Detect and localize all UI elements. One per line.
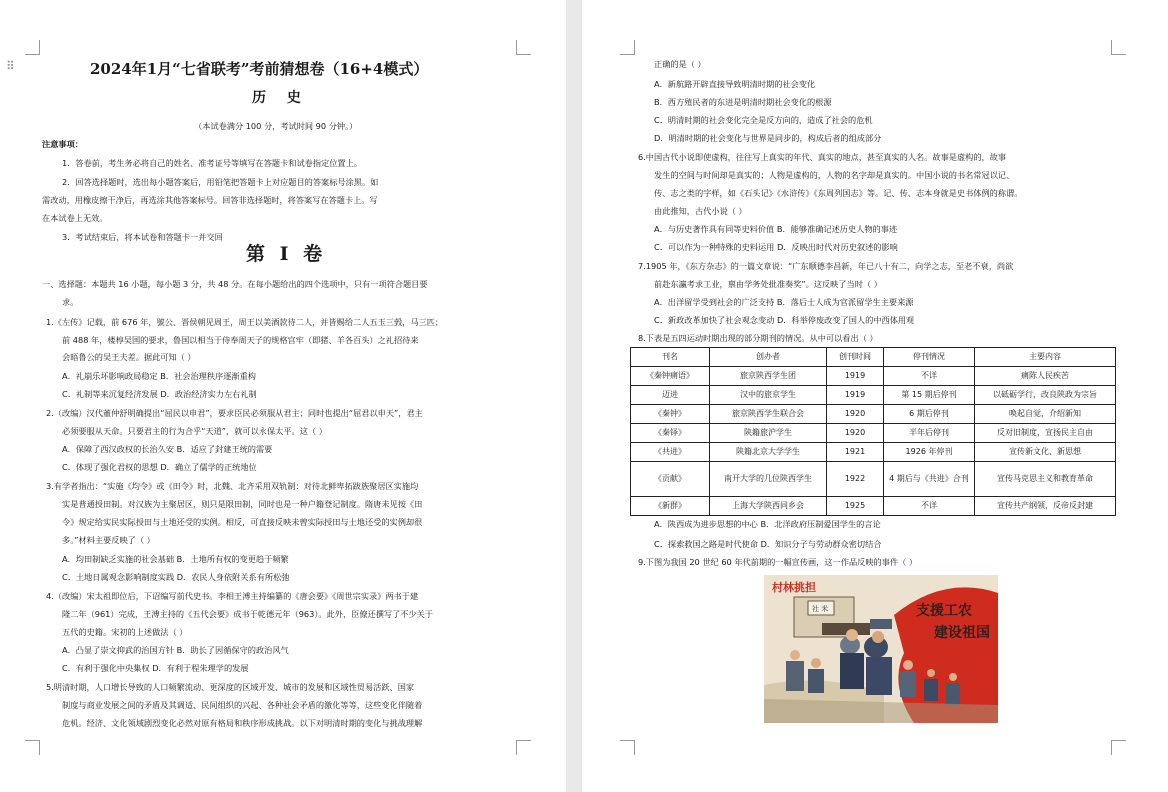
option-line: D．明清时期的社会变化与世界是同步的，构成后者的组成部分 xyxy=(654,133,882,143)
option-line: A．出洋留学受到社会的广泛支持 B．落后士人成为官派留学生主要来源 xyxy=(654,297,914,307)
table-cell: 1922 xyxy=(827,462,884,497)
question-line: 令》规定给实民实际授田与土地还受的实例。相反，可直接反映未曾实际授田与土地还受的实例却很 xyxy=(62,517,423,527)
table-cell: 宣传新文化、新思想 xyxy=(975,443,1116,462)
exam-title: 2024年1月“七省联考”考前猜想卷（16+4模式） xyxy=(90,60,429,78)
table-header-cell: 停刊情况 xyxy=(884,348,975,367)
poster-banner-text-1: 支援工农 xyxy=(916,603,972,619)
table-row xyxy=(631,405,1116,424)
periodicals-table xyxy=(630,347,1116,516)
question-line: 发生的空间与时间却是真实的；人物是虚构的，人物的名字却是真实的。中国小说的书名常冠以记、 xyxy=(654,170,1015,180)
note-line: 1．答卷前，考生务必将自己的姓名、准考证号等填写在答题卡和试卷指定位置上。 xyxy=(62,158,362,168)
table-cell: 1919 xyxy=(827,386,884,405)
question-line: 前赴东瀛考求工业，禀由学务处批准奏奖”。这反映了当时（ ） xyxy=(654,279,882,289)
option-line: A．凸显了崇文抑武的治国方针 B．助长了因循保守的政治风气 xyxy=(62,645,289,655)
table-cell: 4 期后与《共进》合刊 xyxy=(884,462,975,497)
table-row xyxy=(631,497,1116,516)
crop-mark xyxy=(620,740,635,755)
poster-banner-text-2: 建设祖国 xyxy=(934,625,990,641)
option-line: C．新政改革加快了社会观念变动 D．科举停废改变了国人的中西体用观 xyxy=(654,315,915,325)
notes-heading: 注意事项： xyxy=(42,139,83,149)
question-line: 3.有学者指出：“实施《均令》或《田令》时，北魏、北齐采用双轨制：对待北鲜卑拓跋族聚居区实施均 xyxy=(46,481,419,491)
table-cell: 旅京陕西学生团 xyxy=(710,367,827,386)
table-cell: 《秦铎》 xyxy=(631,424,710,443)
question-line: 8.下表是五四运动时期出现的部分期刊的情况。从中可以看出（ ） xyxy=(638,333,878,343)
option-line: A．礼崩乐坏影响政局稳定 B．社会治理秩序逐渐重构 xyxy=(62,371,256,381)
option-line: C．明清时期的社会变化完全是反方向的，造成了社会的危机 xyxy=(654,115,873,125)
question-line: 必须要服从天命。只要君主的行为合乎“天道”，就可以永保太平。这（ ） xyxy=(62,426,327,436)
note-line: 在本试卷上无效。 xyxy=(42,213,108,223)
crop-mark xyxy=(620,40,635,55)
poster-sign-text: 社 米 xyxy=(812,605,829,613)
section-intro: 一、选择题：本题共 16 小题，每小题 3 分，共 48 分。在每小题给出的四个选项中，只有一项符合题目要 xyxy=(42,279,428,289)
option-line: A．保障了西汉政权的长治久安 B．适应了封建王统的需要 xyxy=(62,444,273,454)
table-header-cell: 主要内容 xyxy=(975,348,1116,367)
table-header-cell: 创办者 xyxy=(710,348,827,367)
question-line: 9.下图为我国 20 世纪 60 年代前期的一幅宣传画，这一作品反映的事件（ ） xyxy=(638,557,918,567)
question-line: 1.《左传》记载，前 676 年，號公、晋侯朝见周王，周王以美酒款待二人，并皆赐给二人五玉三瑴，马三匹； xyxy=(46,317,444,327)
table-cell: 不详 xyxy=(884,367,975,386)
note-line: 2．回答选择题时，选出每小题答案后，用铅笔把答题卡上对应题目的答案标号涂黑。如 xyxy=(62,177,379,187)
table-cell: 1919 xyxy=(827,367,884,386)
question-line: 由此推知，古代小说（ ） xyxy=(654,206,747,216)
drag-handle-icon[interactable]: ⠿ xyxy=(6,59,14,73)
table-cell: 1920 xyxy=(827,405,884,424)
table-cell: 汉中的旅京学生 xyxy=(710,386,827,405)
crop-mark xyxy=(1111,740,1126,755)
table-header-cell: 刊名 xyxy=(631,348,710,367)
table-cell: 《秦钟痛语》 xyxy=(631,367,710,386)
table-cell: 宣传马克思主义和教育革命 xyxy=(975,462,1116,497)
option-line: A．均田制缺乏实施的社会基础 B．土地所有权的变更趋于频繁 xyxy=(62,554,289,564)
table-cell: 迈进 xyxy=(631,386,710,405)
question-line: 6.中国古代小说即使虚构，往往写上真实的年代、真实的地点，甚至真实的人名。故事是虚构的，故事 xyxy=(638,152,1007,162)
crop-mark xyxy=(516,40,531,55)
table-cell: 上海大学陕西同乡会 xyxy=(710,497,827,516)
document-page-right xyxy=(582,0,1168,792)
table-cell: 半年后停刊 xyxy=(884,424,975,443)
table-row xyxy=(631,443,1116,462)
option-line: A．与历史著作具有同等史料价值 B．能够准确记述历史人物的事迹 xyxy=(654,224,898,234)
option-line: A．新航路开辟直接导致明清时期的社会变化 xyxy=(654,79,816,89)
crop-mark xyxy=(25,40,40,55)
subject-heading: 历 史 xyxy=(252,90,309,106)
table-cell: 1920 xyxy=(827,424,884,443)
option-line: C．礼制等来沉复经济发展 D．政治经济实力左右礼制 xyxy=(62,389,257,399)
note-line: 需改动，用橡皮擦干净后，再选涂其他答案标号。回答非选择题时，将答案写在答题卡上。写 xyxy=(42,195,378,205)
score-line: （本试卷满分 100 分，考试时间 90 分钟。） xyxy=(194,121,358,131)
question-line: 实是普通授田制。对汉族为主聚居区，则只是限田制，同时也是一种户籍登记制度。隋唐未见按《田 xyxy=(62,499,423,509)
crop-mark xyxy=(516,740,531,755)
table-cell: 《新群》 xyxy=(631,497,710,516)
document-page-left xyxy=(0,0,566,792)
question-line: 制度与商业发展之间的矛盾及其调适、民间组织的兴起、各种社会矛盾的激化等等，这些变化伴随着 xyxy=(62,700,423,710)
crop-mark xyxy=(25,740,40,755)
option-line: C．有利于强化中央集权 D．有利于程朱理学的发展 xyxy=(62,663,249,673)
section-intro: 求。 xyxy=(62,297,79,307)
table-header-cell: 创刊时间 xyxy=(827,348,884,367)
question-line: 多。”材料主要反映了（ ） xyxy=(62,535,155,545)
table-cell: 陕籍北京大学学生 xyxy=(710,443,827,462)
question-line: 2.（改编）汉代董仲舒明确提出“屈民以申君”，要求臣民必须服从君主；同时也提出“屈君以申天”，君主 xyxy=(46,408,423,418)
question-line: 五代的史籍。宋初的上述做法（ ） xyxy=(62,627,188,637)
table-cell: 以砥砺学行，改良陕政为宗旨 xyxy=(975,386,1116,405)
option-line: A．陕西成为进步思想的中心 B．北洋政府压制爱国学生的言论 xyxy=(654,519,881,529)
table-cell: 旅京陕西学生联合会 xyxy=(710,405,827,424)
table-row xyxy=(631,386,1116,405)
option-line: C．可以作为一种特殊的史料运用 D．反映出时代对历史叙述的影响 xyxy=(654,242,898,252)
question-line: 传、志之类的字样，如《石头记》《水浒传》《东周列国志》等。记、传、志本身就是史书体例的称谓。 xyxy=(654,188,1023,198)
table-cell: 《秦钟》 xyxy=(631,405,710,424)
table-cell: 宣传共产纲领，反帝反封建 xyxy=(975,497,1116,516)
section-title: 第 I 卷 xyxy=(246,243,327,265)
question-line: 7.1905 年，《东方杂志》的一篇文章说：“广东顺德李昌新，年已八十有二，向学之志，至老不衰，尚欲 xyxy=(638,261,1014,271)
table-row xyxy=(631,424,1116,443)
table-cell: 第 15 期后停刊 xyxy=(884,386,975,405)
table-row xyxy=(631,367,1116,386)
table-cell: 不详 xyxy=(884,497,975,516)
table-header-row xyxy=(631,348,1116,367)
question-line: 前 488 年，楼椁吴国的要求，鲁国以相当于侍奉周天子的规格宫牢（即猪、羊各百头）之礼招待来 xyxy=(62,335,419,345)
table-cell: 南开大学的几位陕西学生 xyxy=(710,462,827,497)
table-cell: 6 期后停刊 xyxy=(884,405,975,424)
question-line: 5.明清时期，人口增长导致的人口频繁流动、更深度的区域开发、城市的发展和区域性贸易活跃、国家 xyxy=(46,682,415,692)
table-cell: 《共进》 xyxy=(631,443,710,462)
table-cell: 唤起自觉，介绍新知 xyxy=(975,405,1116,424)
question-line: 隆二年（961）完成，王溥主持的《五代会要》成书于乾德元年（963）。此外，臣僚还撰写了不少关于 xyxy=(62,609,434,619)
question-line: 会晤鲁公的吴王夫差。据此可知（ ） xyxy=(62,352,196,362)
poster-corner-text: 村林挑担 xyxy=(772,581,816,594)
table-cell: 1926 年停刊 xyxy=(884,443,975,462)
option-line: B．西方殖民者的东进是明清时期社会变化的根源 xyxy=(654,97,832,107)
table-row xyxy=(631,462,1116,497)
question-line: 正确的是（ ） xyxy=(654,59,706,69)
table-cell: 痛陈人民疾苦 xyxy=(975,367,1116,386)
question-line: 4.（改编）宋太祖即位后，下诏编写前代史书。李相王溥主持编纂的《唐会要》《周世宗实录》两书于建 xyxy=(46,591,419,601)
table-cell: 反对旧制度，宣扬民主自由 xyxy=(975,424,1116,443)
crop-mark xyxy=(1111,40,1126,55)
note-line: 3．考试结束后，将本试卷和答题卡一并交回 xyxy=(62,232,223,242)
propaganda-poster-image xyxy=(764,575,998,723)
table-cell: 《贡献》 xyxy=(631,462,710,497)
table-cell: 1925 xyxy=(827,497,884,516)
option-line: C．探索救国之路是时代使命 D．知识分子与劳动群众密切结合 xyxy=(654,539,882,549)
question-line: 危机。经济、文化领域剧烈变化必然对原有格局和秩序形成挑战。以下对明清时期的变化与挑战理解 xyxy=(62,718,423,728)
table-cell: 陕籍旅沪学生 xyxy=(710,424,827,443)
option-line: C．体现了强化君权的思想 D．确立了儒学的正统地位 xyxy=(62,462,257,472)
table-cell: 1921 xyxy=(827,443,884,462)
option-line: C．土地日属观念影响制度实践 D．农民人身依附关系有所松弛 xyxy=(62,572,290,582)
